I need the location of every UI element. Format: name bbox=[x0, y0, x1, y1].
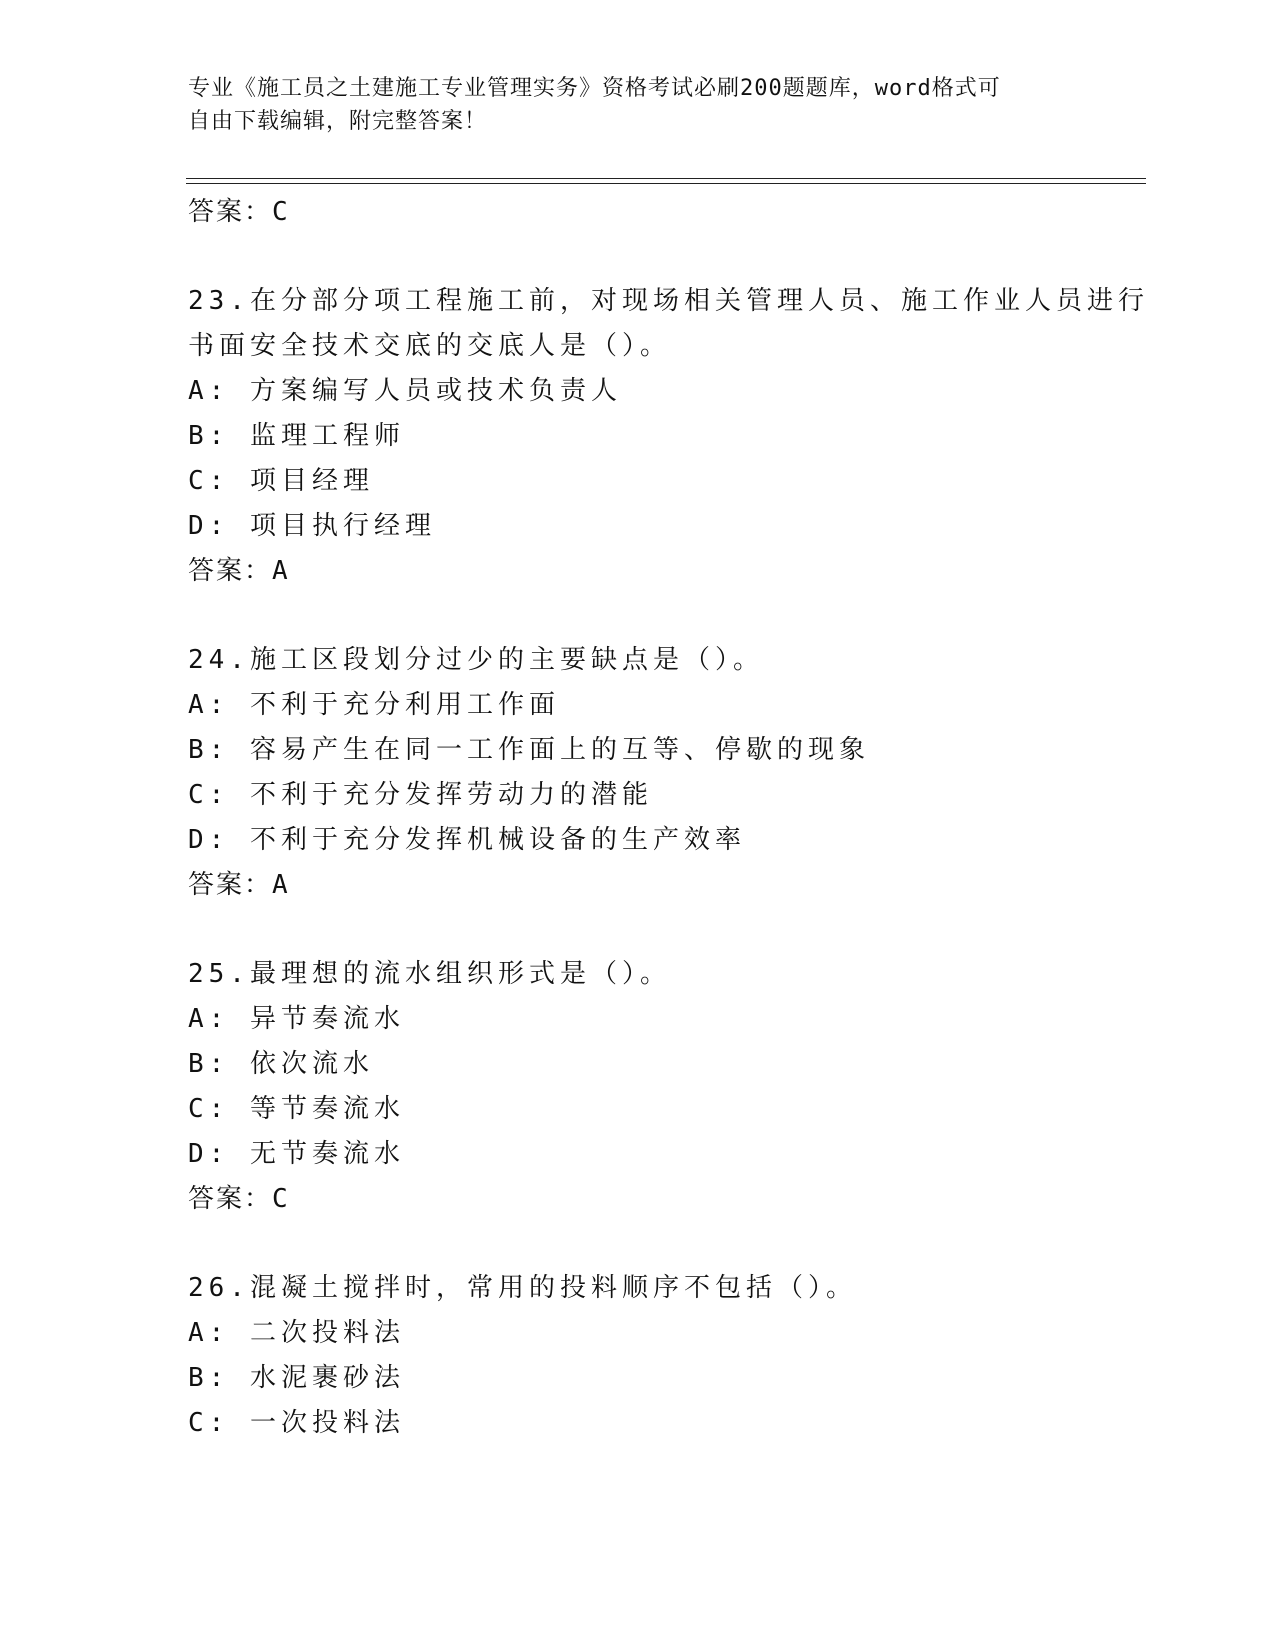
spacer bbox=[188, 594, 1138, 638]
answer-line bbox=[188, 863, 1138, 908]
option-b: B: 监理工程师 bbox=[188, 421, 405, 451]
question-stem: 25.最理想的流水组织形式是（）。 bbox=[188, 959, 671, 989]
option-c: C: 不利于充分发挥劳动力的潜能 bbox=[188, 780, 653, 810]
option-a: A: 二次投料法 bbox=[188, 1318, 405, 1348]
answer-line bbox=[188, 1177, 1138, 1222]
answer-label: 答案： bbox=[188, 556, 273, 586]
option-b: B: 容易产生在同一工作面上的互等、停歇的现象 bbox=[188, 735, 870, 765]
page-header bbox=[188, 72, 1088, 138]
option-c: C: 等节奏流水 bbox=[188, 1094, 405, 1124]
option-d: D: 项目执行经理 bbox=[188, 511, 436, 541]
document-body bbox=[188, 190, 1149, 1446]
option-b: B: 依次流水 bbox=[188, 1049, 374, 1079]
option-a: A: 不利于充分利用工作面 bbox=[188, 690, 560, 720]
answer-value: A bbox=[272, 870, 288, 900]
header-line-1: 专业《施工员之土建施工专业管理实务》资格考试必刷200题题库，word格式可 bbox=[188, 76, 1001, 101]
question-stem: 23.在分部分项工程施工前，对现场相关管理人员、施工作业人员进行 bbox=[188, 286, 1149, 316]
header-divider-top bbox=[186, 178, 1146, 179]
question-23 bbox=[188, 279, 1149, 594]
answer-value: C bbox=[272, 197, 288, 227]
option-c: C: 项目经理 bbox=[188, 466, 374, 496]
option-a: A: 异节奏流水 bbox=[188, 1004, 405, 1034]
spacer bbox=[188, 1222, 1138, 1266]
answer-line bbox=[188, 549, 1138, 594]
answer-line bbox=[188, 190, 1138, 235]
question-26 bbox=[188, 1266, 1138, 1446]
question-25 bbox=[188, 952, 1138, 1222]
answer-value: C bbox=[272, 1184, 288, 1214]
option-b: B: 水泥裹砂法 bbox=[188, 1363, 405, 1393]
option-d: D: 不利于充分发挥机械设备的生产效率 bbox=[188, 825, 746, 855]
spacer bbox=[188, 235, 1138, 279]
option-c: C: 一次投料法 bbox=[188, 1408, 405, 1438]
option-a: A: 方案编写人员或技术负责人 bbox=[188, 376, 622, 406]
question-stem: 26.混凝土搅拌时，常用的投料顺序不包括（）。 bbox=[188, 1273, 857, 1303]
option-d: D: 无节奏流水 bbox=[188, 1139, 405, 1169]
question-stem: 24.施工区段划分过少的主要缺点是（）。 bbox=[188, 645, 764, 675]
question-stem: 书面安全技术交底的交底人是（）。 bbox=[188, 331, 672, 361]
question-24 bbox=[188, 638, 1138, 908]
answer-label: 答案： bbox=[188, 870, 273, 900]
header-divider-bottom bbox=[186, 183, 1146, 184]
answer-label: 答案： bbox=[188, 1184, 273, 1214]
spacer bbox=[188, 908, 1138, 952]
answer-value: A bbox=[272, 556, 288, 586]
header-line-2: 自由下载编辑，附完整答案！ bbox=[188, 109, 488, 134]
answer-label: 答案： bbox=[188, 197, 273, 227]
